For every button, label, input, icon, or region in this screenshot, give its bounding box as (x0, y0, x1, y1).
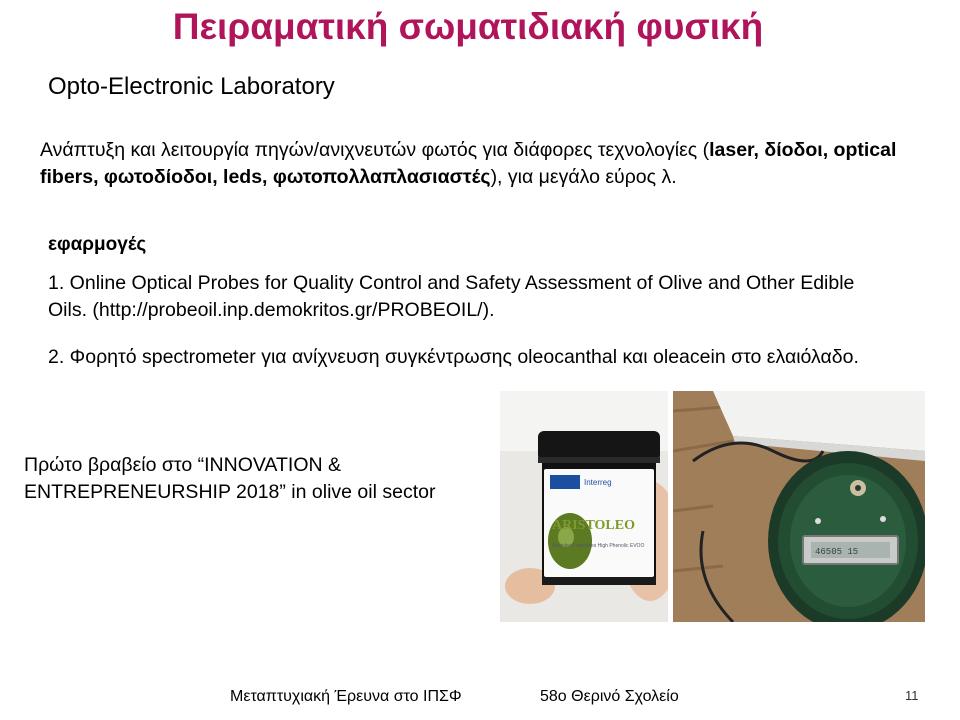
footer-right: 58ο Θερινό Σχολείο (540, 688, 679, 705)
description-bold-technologies: laser, δίοδοι, optical fibers, φωτοδίοδοι, leds, φωτοπολλαπλασιαστές (40, 139, 897, 188)
description-text-2: ), για μεγάλο εύρος λ. (490, 166, 677, 188)
description-paragraph (40, 137, 920, 191)
device-photo (500, 391, 668, 622)
page-number: 11 (905, 688, 919, 703)
aristoleo-brand: ARISTOLEO (552, 518, 635, 533)
description-text-1: Ανάπτυξη και λειτουργία πηγών/ανιχνευτών φωτός για διάφορες τεχνολογίες ( (40, 139, 710, 161)
award-text: Πρώτο βραβείο στο “INNOVATION & ENTREPRENEURSHIP 2018” in olive oil sector (24, 454, 436, 503)
applications-heading: εφαρμογές (48, 234, 147, 255)
footer-left: Μεταπτυχιακή Έρευνα στο ΙΠΣΦ (230, 688, 462, 705)
slide-title: Πειραματική σωματιδιακή φυσική (172, 6, 764, 47)
device-photo-illustration (500, 391, 668, 622)
display-readout: 46505 15 (815, 547, 859, 557)
open-device-photo-illustration (673, 391, 925, 622)
application-item-1: 1. Online Optical Probes for Quality Control and Safety Assessment of Olive and Other Edible Oils. (http://probeoil.inp.demokritos.gr/PROBEOIL/). (48, 272, 855, 321)
application-item-2: 2. Φορητό spectrometer για ανίχνευση συγκέντρωσης oleocanthal και oleacein στο ελαιόλαδο. (48, 346, 859, 368)
open-device-photo (673, 391, 925, 622)
interreg-label: Interreg (584, 478, 612, 487)
aristoleo-tagline: Aristoleo® identifies High Phenolic EVOO (552, 543, 645, 549)
slide-subtitle: Opto-Electronic Laboratory (48, 73, 335, 100)
